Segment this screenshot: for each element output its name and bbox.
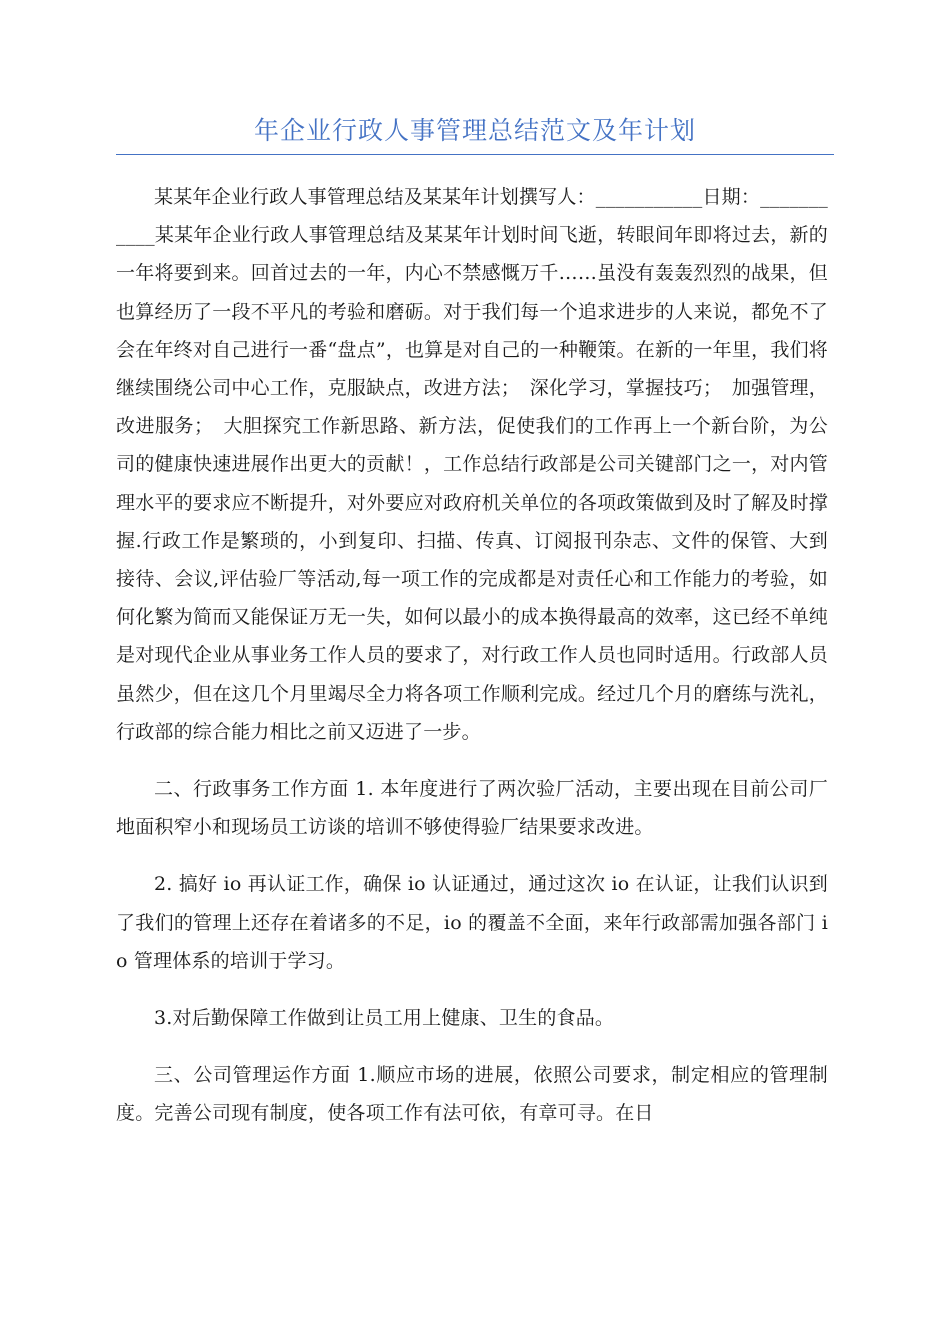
paragraph-io-certification: 2. 搞好 io 再认证工作，确保 io 认证通过，通过这次 io 在认证，让我们认识到了我们的管理上还存在着诸多的不足，io 的覆盖不全面，来年行政部需加强各部门 io 管理体系的培训于学习。 <box>116 873 828 972</box>
paragraph-admin-affairs: 二、行政事务工作方面 1. 本年度进行了两次验厂活动，主要出现在目前公司厂地面积窄小和现场员工访谈的培训不够使得验厂结果要求改进。 <box>116 778 828 839</box>
title-underline <box>116 154 834 155</box>
document-title: 年企业行政人事管理总结范文及年计划 <box>253 116 696 145</box>
document-body <box>116 178 828 1152</box>
paragraph-logistics: 3.对后勤保障工作做到让员工用上健康、卫生的食品。 <box>154 1007 615 1030</box>
paragraph-management: 三、公司管理运作方面 1.顺应市场的进展，依照公司要求，制定相应的管理制度。完善公司现有制度，使各项工作有法可依，有章可寻。在日 <box>116 1064 828 1125</box>
paragraph-intro: 某某年企业行政人事管理总结及某某年计划撰写人：___________日期：___________某某年企业行政人事管理总结及某某年计划时间飞逝，转眼间年即将过去，新的一年将要到来。回首过去的一年，内心不禁感慨万千……虽没有轰轰烈烈的战果，但也算经历了一段不平凡的考验和磨砺。对于我们每一个追求进步的人来说，都免不了会在年终对自己进行一番“盘点”，也算是对自己的一种鞭策。在新的一年里，我们将继续围绕公司中心工作，克服缺点，改进方法； 深化学习，掌握技巧； 加强管理，改进服务； 大胆探究工作新思路、新方法，促使我们的工作再上一个新台阶，为公司的健康快速进展作出更大的贡献！，工作总结行政部是公司关键部门之一，对内管理水平的要求应不断提升，对外要应对政府机关单位的各项政策做到及时了解及时撑握.行政工作是繁琐的，小到复印、扫描、传真、订阅报刊杂志、文件的保管、大到接待、会议,评估验厂等活动,每一项工作的完成都是对责任心和工作能力的考验，如何化繁为简而又能保证万无一失，如何以最小的成本换得最高的效率，这已经不单纯是对现代企业从事业务工作人员的要求了，对行政工作人员也同时适用。行政部人员虽然少，但在这几个月里竭尽全力将各项工作顺利完成。经过几个月的磨练与洗礼，行政部的综合能力相比之前又迈进了一步。 <box>116 186 828 743</box>
